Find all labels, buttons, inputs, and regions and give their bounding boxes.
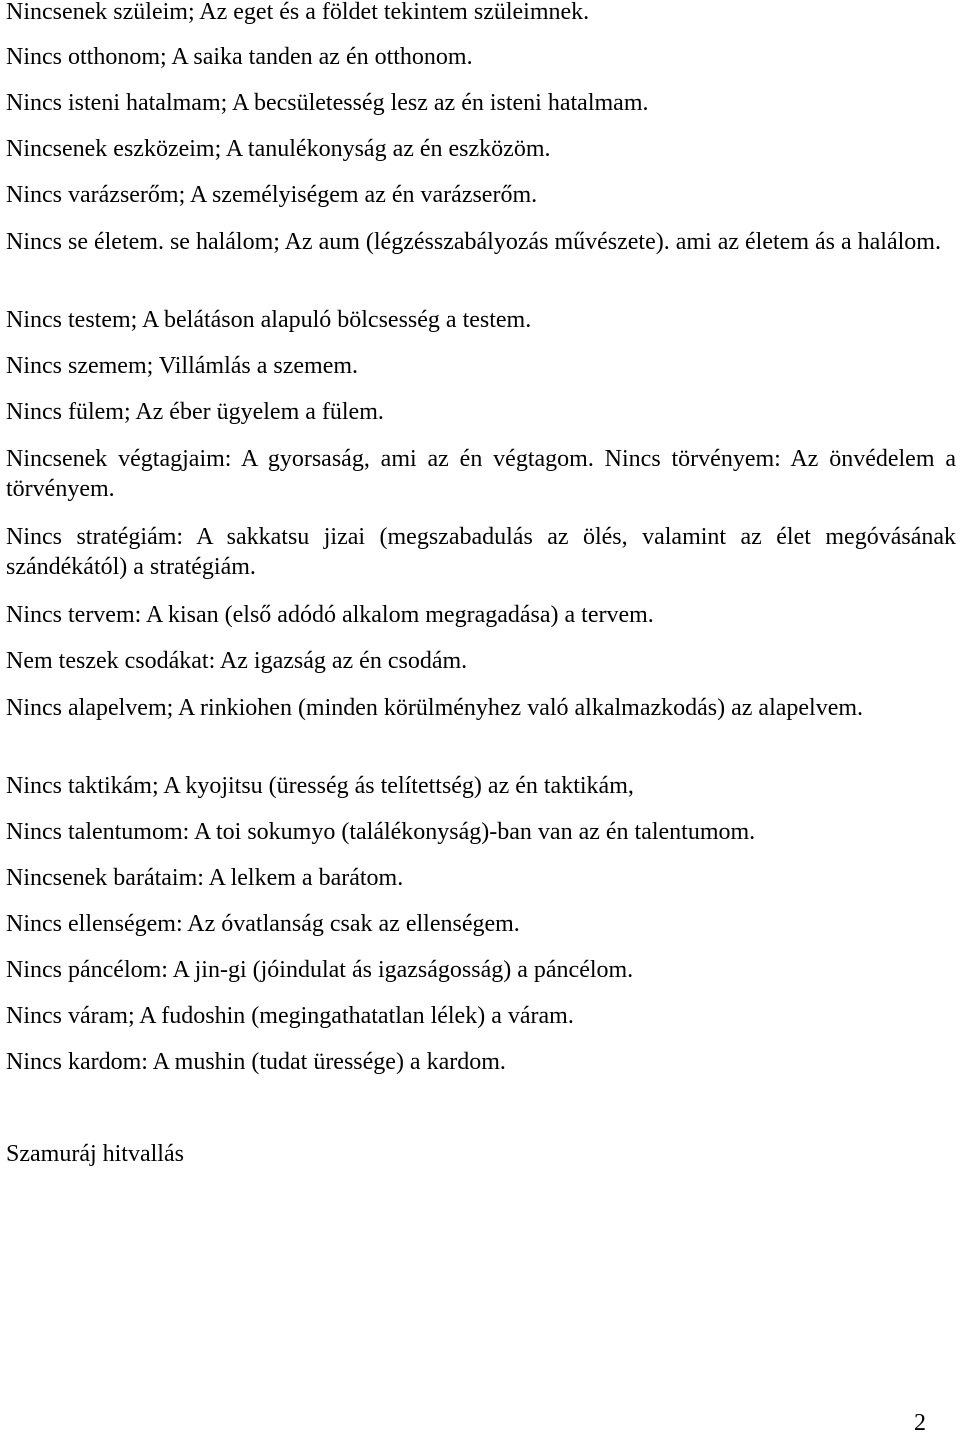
text-line: Nincs taktikám; A kyojitsu (üresség ás telítettség) az én taktikám,	[6, 773, 634, 799]
text-line: Nincsenek eszközeim; A tanulékonyság az én eszközöm.	[6, 136, 551, 162]
text-line: Nincs fülem; Az éber ügyelem a fülem.	[6, 399, 384, 425]
text-paragraph: Nincs stratégiám: A sakkatsu jizai (megszabadulás az ölés, valamint az élet megóvásának szándékától) a stratégiám.	[6, 524, 956, 580]
page-number: 2	[914, 1410, 926, 1436]
text-line: Nincs varázserőm; A személyiségem az én varázserőm.	[6, 182, 538, 208]
text-line: Nincs páncélom: A jin-gi (jóindulat ás igazságosság) a páncélom.	[6, 957, 634, 983]
text-line: Nincs ellenségem: Az óvatlanság csak az ellenségem.	[6, 911, 520, 937]
text-line: Nincs szemem; Villámlás a szemem.	[6, 353, 359, 379]
text-line: Nincsenek szüleim; Az eget és a földet tekintem szüleimnek.	[6, 0, 590, 25]
text-line: Nincsenek barátaim: A lelkem a barátom.	[6, 865, 404, 891]
text-line: Nincs otthonom; A saika tanden az én otthonom.	[6, 44, 473, 70]
document-signature: Szamuráj hitvallás	[6, 1141, 184, 1167]
text-line: Nincs kardom: A mushin (tudat üressége) a kardom.	[6, 1049, 506, 1075]
text-paragraph: Nincsenek végtagjaim: A gyorsaság, ami az én végtagom. Nincs törvényem: Az önvédelem a törvényem.	[6, 446, 956, 502]
text-line: Nincs tervem: A kisan (első adódó alkalom megragadása) a tervem.	[6, 602, 654, 628]
text-line: Nincs isteni hatalmam; A becsületesség lesz az én isteni hatalmam.	[6, 90, 649, 116]
text-line: Nincs testem; A belátáson alapuló bölcsesség a testem.	[6, 307, 532, 333]
text-line: Nincs talentumom: A toi sokumyo (találékonyság)-ban van az én talentumom.	[6, 819, 756, 845]
text-line: Nem teszek csodákat: Az igazság az én csodám.	[6, 648, 468, 674]
text-line: Nincs váram; A fudoshin (megingathatatlan lélek) a váram.	[6, 1003, 574, 1029]
text-paragraph: Nincs alapelvem; A rinkiohen (minden körülményhez való alkalmazkodás) az alapelvem.	[6, 695, 864, 721]
text-paragraph: Nincs se életem. se halálom; Az aum (légzésszabályozás művészete). ami az életem ás a halálom.	[6, 229, 941, 255]
